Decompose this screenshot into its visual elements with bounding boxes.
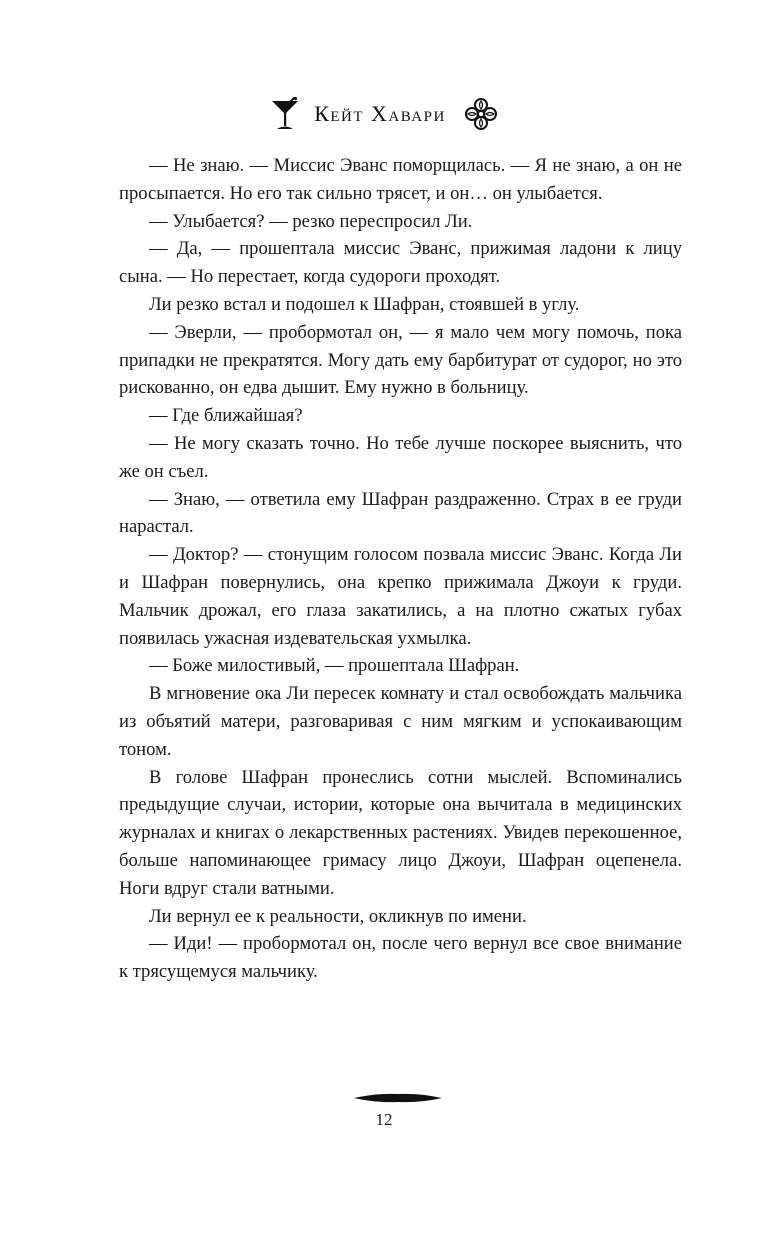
paragraph: — Доктор? — стонущим голосом позвала миссис Эванс. Когда Ли и Шафран повернулись, она крепко прижимала Джоуи к груди. Мальчик дрожал, его глаза закатились, а на плотно сжатых губах появилась ужасная издевательская ухмылка. (119, 544, 682, 649)
paragraph: — Где ближайшая? (149, 405, 303, 427)
paragraph: Ли вернул ее к реальности, окликнув по имени. (149, 905, 527, 927)
paragraph: — Иди! — пробормотал он, после чего вернул все свое внимание к трясущемуся мальчику. (119, 933, 682, 983)
body-text (119, 152, 682, 986)
page-number: 12 (375, 1110, 393, 1129)
cocktail-glass-icon (270, 97, 300, 131)
running-header-author: Кейт Хавари (314, 101, 446, 126)
paragraph: — Боже милостивый, — прошептала Шафран. (149, 655, 520, 677)
paragraph: В мгновение ока Ли пересек комнату и стал освобождать мальчика из объятий матери, разговаривая с ним мягким и успокаивающим тоном. (119, 683, 682, 760)
paragraph: — Улыбается? — резко переспросил Ли. (149, 210, 473, 232)
paragraph: — Не знаю. — Миссис Эванс поморщилась. — Я не знаю, а он не просыпается. Но его так сильно трясет, и он… он улыбается. (119, 155, 682, 204)
paragraph: — Да, — прошептала миссис Эванс, прижимая ладони к лицу сына. — Но перестает, когда судороги проходят. (119, 238, 682, 288)
paragraph: — Знаю, — ответила ему Шафран раздраженно. Страх в ее груди нарастал. (119, 488, 682, 538)
running-header (0, 94, 768, 134)
paragraph: — Эверли, — пробормотал он, — я мало чем могу помочь, пока припадки не прекратятся. Могу дать ему барбитурат от судорог, но это рискованно, он едва дышит. Ему нужно в больницу. (119, 321, 682, 399)
flower-ornament-icon (464, 97, 498, 131)
paragraph: В голове Шафран пронеслись сотни мыслей. Вспоминались предыдущие случаи, истории, которые она вычитала в медицинских журналах и книгах о лекарственных растениях. Увидев перекошенное, больше напоминающее гримасу лицо Джоуи, Шафран оцепенела. Ноги вдруг стали ватными. (119, 766, 682, 899)
paragraph: Ли резко встал и подошел к Шафран, стоявшей в углу. (149, 293, 580, 315)
paragraph: — Не могу сказать точно. Но тебе лучше поскорее выяснить, что же он съел. (119, 432, 682, 482)
swash-ornament-icon (354, 1090, 442, 1106)
